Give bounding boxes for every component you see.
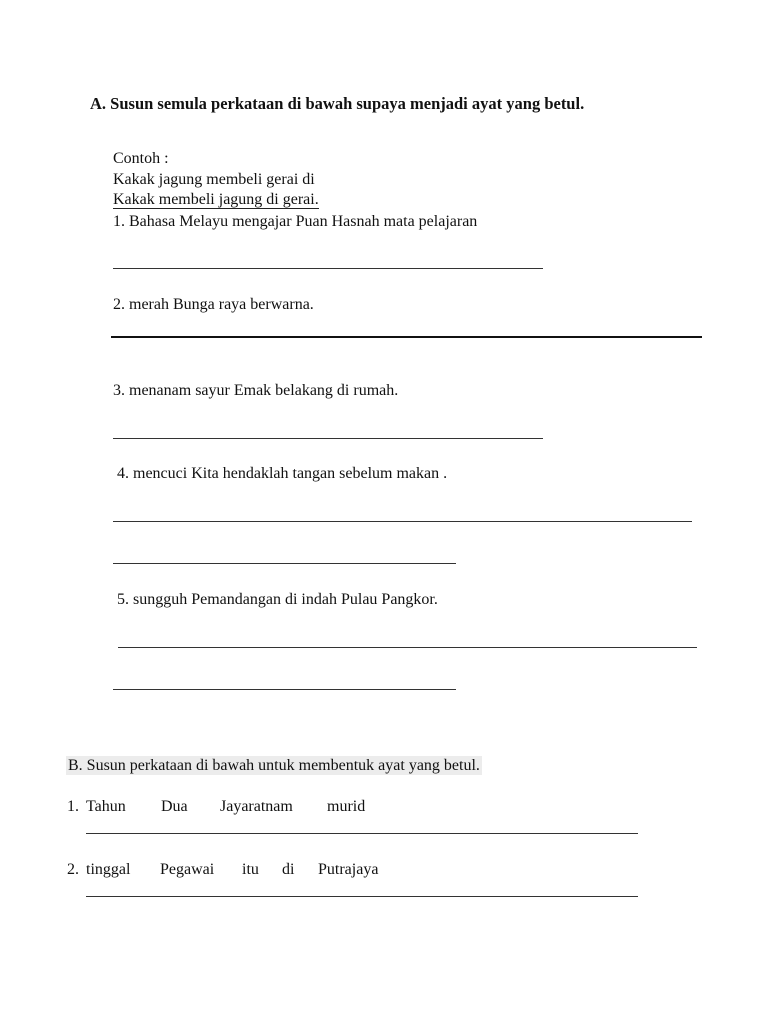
answer-line-b2[interactable] xyxy=(86,896,638,897)
word-tile: di xyxy=(282,861,295,878)
answer-line-a1[interactable] xyxy=(113,268,543,269)
section-b-title: B. Susun perkataan di bawah untuk membentuk ayat yang betul. xyxy=(68,757,480,774)
word-tile: Pegawai xyxy=(160,861,215,878)
question-b1 xyxy=(67,797,366,816)
word-tile: Putrajaya xyxy=(318,861,379,878)
word-tile: Dua xyxy=(161,798,188,815)
question-a4: 4. mencuci Kita hendaklah tangan sebelum makan . xyxy=(117,465,448,482)
word-tile: itu xyxy=(242,861,259,878)
word-tile: Jayaratnam xyxy=(220,798,293,815)
answer-line-a2[interactable] xyxy=(111,336,702,338)
example-jumbled-sentence: Kakak jagung membeli gerai di xyxy=(113,171,315,188)
word-tile: Tahun xyxy=(86,798,126,815)
answer-line-b1[interactable] xyxy=(86,833,638,834)
answer-line-a4-second[interactable] xyxy=(113,563,456,564)
word-tile: tinggal xyxy=(86,861,131,878)
answer-line-a5-first[interactable] xyxy=(118,647,697,648)
question-b2-number: 2. xyxy=(67,861,79,878)
answer-line-a4-first[interactable] xyxy=(113,521,692,522)
question-b2 xyxy=(67,860,379,879)
section-a-title: A. Susun semula perkataan di bawah supaya menjadi ayat yang betul. xyxy=(90,94,585,113)
word-tile: murid xyxy=(327,798,366,815)
question-b1-number: 1. xyxy=(67,798,79,815)
question-a1: 1. Bahasa Melayu mengajar Puan Hasnah mata pelajaran xyxy=(113,213,478,230)
answer-line-a5-second[interactable] xyxy=(113,689,456,690)
question-a2: 2. merah Bunga raya berwarna. xyxy=(113,296,314,313)
question-a5: 5. sungguh Pemandangan di indah Pulau Pangkor. xyxy=(117,591,438,608)
answer-line-a3[interactable] xyxy=(113,438,543,439)
example-answer-sentence: Kakak membeli jagung di gerai. xyxy=(113,191,319,208)
example-label: Contoh : xyxy=(113,150,169,167)
question-a3: 3. menanam sayur Emak belakang di rumah. xyxy=(113,382,399,399)
